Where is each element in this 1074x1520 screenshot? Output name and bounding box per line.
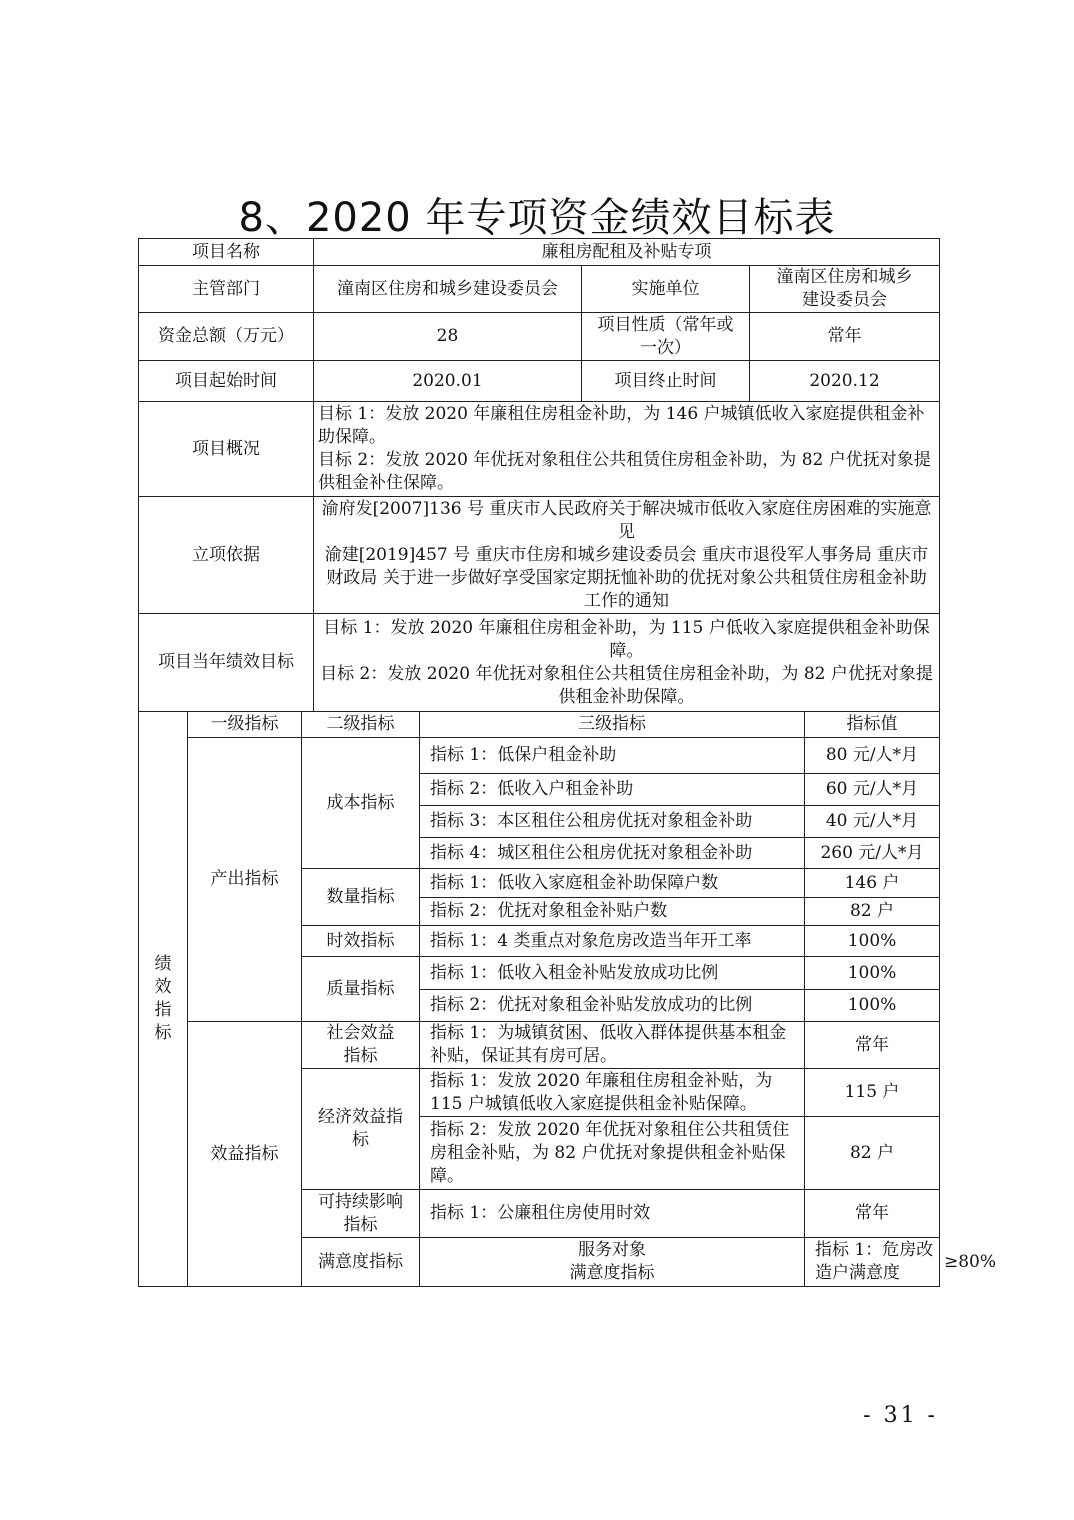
end-label: 项目终止时间 bbox=[582, 361, 750, 402]
indicator-text: 指标 4：城区租住公租房优抚对象租金补助 bbox=[420, 838, 805, 869]
indicator-value: 146 户 bbox=[805, 869, 940, 898]
indicator-value: 100% bbox=[805, 926, 940, 957]
economic-benefit-label bbox=[302, 1069, 420, 1190]
indicator-text: 指标 1：为城镇贫困、低收入群体提供基本租金补贴，保证其有房可居。 bbox=[420, 1022, 805, 1069]
indicator-value: 260 元/人*月 bbox=[805, 838, 940, 869]
social-benefit-label-line2: 指标 bbox=[343, 1046, 378, 1066]
header-level3: 三级指标 bbox=[420, 712, 805, 738]
indicator-value: 100% bbox=[805, 990, 940, 1022]
indicator-text: 指标 3：本区租住公租房优抚对象租金补助 bbox=[420, 806, 805, 838]
dept-value: 潼南区住房和城乡建设委员会 bbox=[314, 266, 582, 313]
project-info-table bbox=[138, 238, 940, 712]
perf-side-char: 标 bbox=[154, 1023, 172, 1043]
sustainability-label bbox=[302, 1190, 420, 1238]
basis-doc-2: 渝建[2019]457 号 重庆市住房和城乡建设委员会 重庆市退役军人事务局 重庆市财政局 关于进一步做好享受国家定期抚恤补助的优抚对象公共租赁住房租金补助工作的通知 bbox=[324, 544, 929, 611]
header-level2: 二级指标 bbox=[302, 712, 420, 738]
benefit-indicator-label: 效益指标 bbox=[188, 1022, 302, 1287]
service-satisfaction-line1: 服务对象 bbox=[578, 1240, 646, 1260]
header-value: 指标值 bbox=[805, 712, 940, 738]
indicator-value: 60 元/人*月 bbox=[805, 774, 940, 806]
header-level1: 一级指标 bbox=[188, 712, 302, 738]
indicator-text: 指标 1：低保户租金补助 bbox=[420, 738, 805, 774]
annual-goal-2: 目标 2：发放 2020 年优抚对象租住公共租赁住房租金补助，为 82 户优抚对象提供租金补助保障。 bbox=[320, 663, 933, 707]
end-value: 2020.12 bbox=[750, 361, 940, 402]
economic-benefit-label-line1: 经济效益指 bbox=[318, 1107, 403, 1127]
dept-label: 主管部门 bbox=[139, 266, 314, 313]
quantity-indicator-label: 数量指标 bbox=[302, 869, 420, 926]
perf-side-label bbox=[139, 712, 188, 1287]
nature-label bbox=[582, 313, 750, 361]
start-value: 2020.01 bbox=[314, 361, 582, 402]
quality-indicator-label: 质量指标 bbox=[302, 957, 420, 1022]
indicator-text: 指标 2：发放 2020 年优抚对象租住公共租赁住房租金补贴，为 82 户优抚对象提供租金补贴保障。 bbox=[420, 1117, 805, 1190]
output-indicator-label: 产出指标 bbox=[188, 738, 302, 1022]
start-label: 项目起始时间 bbox=[139, 361, 314, 402]
sustainability-label-line1: 可持续影响 bbox=[318, 1191, 403, 1212]
impl-value bbox=[750, 266, 940, 313]
cost-indicator-label: 成本指标 bbox=[302, 738, 420, 869]
indicator-text: 指标 1：公廉租住房使用时效 bbox=[420, 1190, 805, 1238]
basis-doc-1: 渝府发[2007]136 号 重庆市人民政府关于解决城市低收入家庭住房困难的实施意见 bbox=[321, 498, 932, 542]
indicator-value: 常年 bbox=[805, 1190, 940, 1238]
social-benefit-label bbox=[302, 1022, 420, 1069]
basis-value bbox=[314, 497, 940, 614]
indicator-text: 指标 1：危房改造户满意度 bbox=[805, 1238, 940, 1287]
overview-value bbox=[314, 402, 940, 497]
indicator-text: 指标 2：低收入户租金补助 bbox=[420, 774, 805, 806]
fund-label: 资金总额（万元） bbox=[139, 313, 314, 361]
economic-benefit-label-line2: 标 bbox=[352, 1130, 369, 1150]
annual-goal-1: 目标 1：发放 2020 年廉租住房租金补助，为 115 户低收入家庭提供租金补助保障。 bbox=[323, 617, 930, 661]
impl-label: 实施单位 bbox=[582, 266, 750, 313]
basis-label: 立项依据 bbox=[139, 497, 314, 614]
indicator-value: 常年 bbox=[805, 1022, 940, 1069]
service-satisfaction-line2: 满意度指标 bbox=[569, 1263, 655, 1283]
impl-value-line1: 潼南区住房和城乡 bbox=[776, 267, 913, 287]
page-title: 8、2020 年专项资金绩效目标表 bbox=[238, 195, 836, 241]
nature-label-line2: 一次） bbox=[640, 337, 691, 358]
overview-goal-2: 目标 2：发放 2020 年优抚对象租住公共租赁住房租金补助，为 82 户优抚对象提供租金补住保障。 bbox=[318, 450, 931, 493]
indicator-text: 指标 1：4 类重点对象危房改造当年开工率 bbox=[420, 926, 805, 957]
fund-value: 28 bbox=[314, 313, 582, 361]
perf-side-char: 效 bbox=[154, 977, 172, 997]
indicator-text: 指标 1：低收入家庭租金补助保障户数 bbox=[420, 869, 805, 898]
indicator-value: 82 户 bbox=[805, 898, 940, 926]
overview-goal-1: 目标 1：发放 2020 年廉租住房租金补助，为 146 户城镇低收入家庭提供租金补助保障。 bbox=[318, 404, 925, 447]
indicator-text: 指标 2：优抚对象租金补贴发放成功的比例 bbox=[420, 990, 805, 1022]
indicator-value: 40 元/人*月 bbox=[805, 806, 940, 838]
project-name-label: 项目名称 bbox=[139, 239, 314, 266]
impl-value-line2: 建设委员会 bbox=[802, 290, 888, 310]
page-number: - 31 - bbox=[863, 1403, 938, 1428]
service-satisfaction-label bbox=[420, 1238, 805, 1287]
nature-label-line1: 项目性质（常年或 bbox=[597, 314, 734, 335]
nature-value: 常年 bbox=[750, 313, 940, 361]
indicator-value: 115 户 bbox=[805, 1069, 940, 1117]
perf-side-char: 指 bbox=[154, 1000, 172, 1020]
overview-label: 项目概况 bbox=[139, 402, 314, 497]
indicator-value: 100% bbox=[805, 957, 940, 990]
indicator-text: 指标 1：低收入租金补贴发放成功比例 bbox=[420, 957, 805, 990]
performance-indicator-table: 绩 效 指 标 一级指标 二级指标 三级指标 指标值 产出指标 成本指标 指标 1：低保户租金补助 80 元/人*月 指标 2：低收入户租金补助 60 元/人*月 指标 3：本区租住公租房优抚对象租金补助 40 元/人*月 指标 4：城区租住公租房优抚对象租金补助 260 元/人*月 数量指标 指标 1：低收入家庭租金补助保障户数 146 户 指标 2：优抚对象租金补贴户数 82 户 时效指标 指标 1：4 类重点对象危房改造当年开工率 100% 质量指标 指标 1：低收入租金补贴发放成功比例 100% 指标 2：优抚对象租金补贴发放成功的比例 100% 效益指标 社会效益 指标 指标 1：为城镇贫困、低收入群体提供基本租金补贴，保证其有房可居。 常年 经济效益指 标 指标 1：发放 2020 年廉租住房租金补贴，为 115 户城镇低收入家庭提供租金补贴保障。 115 户 指标 2：发放 2020 年优抚对象租住公共租赁住房租金补贴，为 82 户优抚对象提供租金补贴保障。 82 户 可持续影响 指标 指标 1：公廉租住房使用时效 常年 满意度指标 服务对象 满意度指标 指标 1：危房改造户满意度 ≥80% bbox=[138, 711, 940, 1287]
perf-side-char: 绩 bbox=[154, 954, 172, 974]
indicator-value: 82 户 bbox=[805, 1117, 940, 1190]
annual-goal-label: 项目当年绩效目标 bbox=[139, 614, 314, 712]
indicator-value: 80 元/人*月 bbox=[805, 738, 940, 774]
project-name-value: 廉租房配租及补贴专项 bbox=[314, 239, 940, 266]
social-benefit-label-line1: 社会效益 bbox=[326, 1023, 395, 1043]
satisfaction-indicator-label: 满意度指标 bbox=[302, 1238, 420, 1287]
indicator-text: 指标 1：发放 2020 年廉租住房租金补贴，为 115 户城镇低收入家庭提供租金补贴保障。 bbox=[420, 1069, 805, 1117]
indicator-text: 指标 2：优抚对象租金补贴户数 bbox=[420, 898, 805, 926]
timeliness-indicator-label: 时效指标 bbox=[302, 926, 420, 957]
annual-goal-value bbox=[314, 614, 940, 712]
sustainability-label-line2: 指标 bbox=[343, 1214, 378, 1235]
